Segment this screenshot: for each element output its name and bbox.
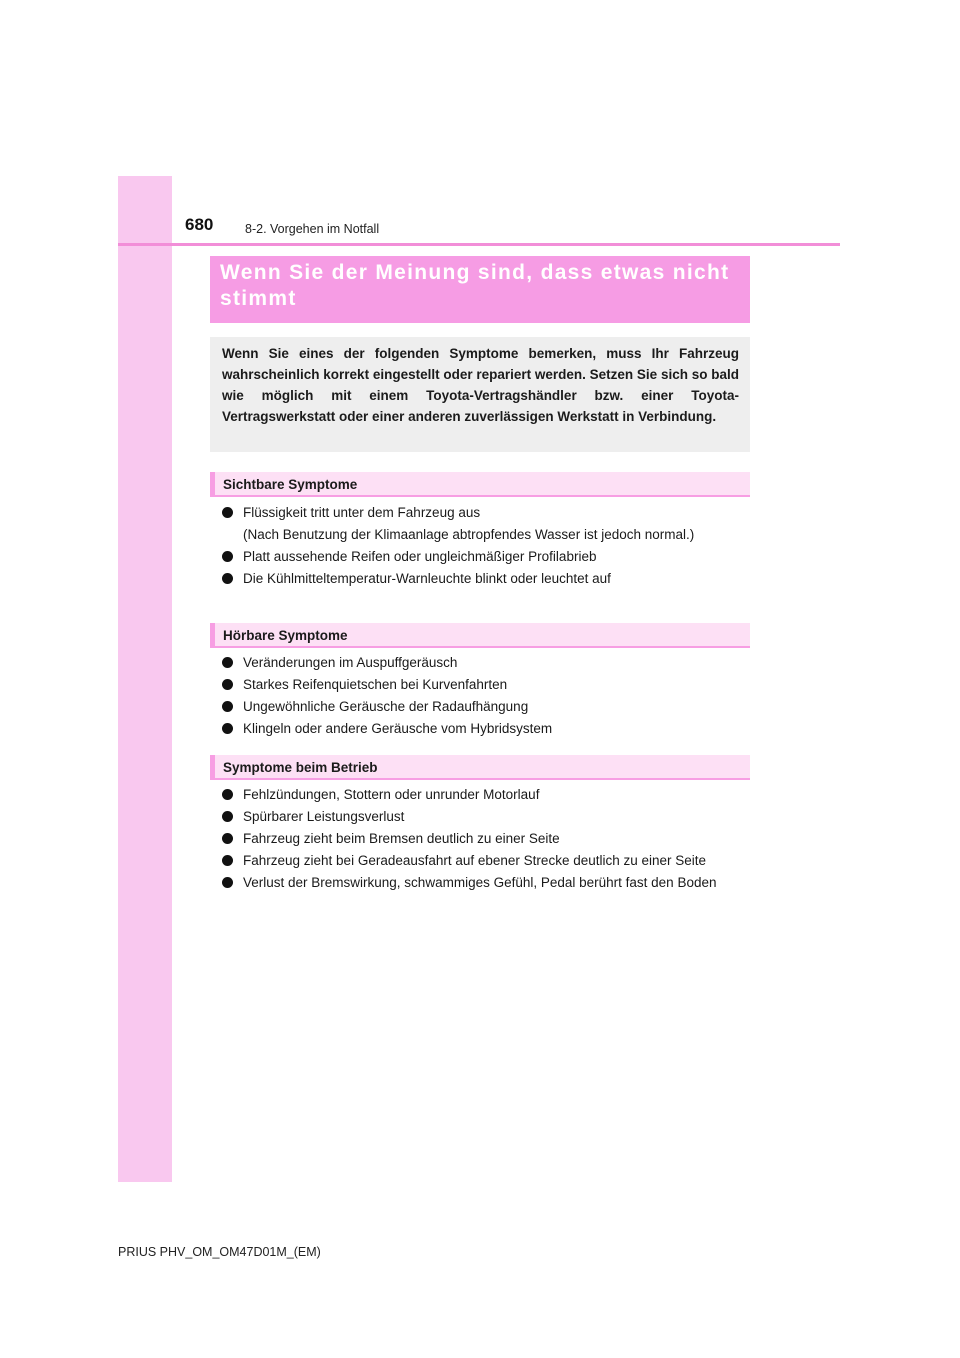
visible-symptoms-list (222, 502, 744, 590)
list-item-text: Klingeln oder andere Geräusche vom Hybridsystem (243, 721, 553, 736)
bullet-icon (222, 789, 233, 800)
chapter-side-strip (118, 176, 172, 1182)
list-item-text: Platt aussehende Reifen oder ungleichmäßiger Profilabrieb (243, 549, 597, 564)
section-heading-operation-symptoms: Symptome beim Betrieb (210, 755, 750, 780)
bullet-icon (222, 573, 233, 584)
bullet-icon (222, 657, 233, 668)
list-item-text: Die Kühlmitteltemperatur-Warnleuchte blinkt oder leuchtet auf (243, 571, 611, 586)
list-item (222, 652, 744, 674)
intro-text: Wenn Sie eines der folgenden Symptome bemerken, muss Ihr Fahrzeug wahrscheinlich korrekt eingestellt oder repariert werden. Setzen Sie sich so bald wie möglich mit einem Toyota-Vertragshändler bzw. einer Toyota-Vertragswerkstatt oder einer anderen zuverlässigen Werkstatt in Verbindung. (210, 337, 750, 452)
bullet-icon (222, 679, 233, 690)
list-item (222, 828, 744, 850)
list-item (222, 718, 744, 740)
list-item-text: Fahrzeug zieht beim Bremsen deutlich zu einer Seite (243, 831, 560, 846)
list-item-text: Ungewöhnliche Geräusche der Radaufhängung (243, 699, 529, 714)
list-item (222, 696, 744, 718)
list-item-text: Fahrzeug zieht bei Geradeausfahrt auf ebener Strecke deutlich zu einer Seite (243, 853, 707, 868)
bullet-icon (222, 723, 233, 734)
bullet-icon (222, 507, 233, 518)
bullet-icon (222, 811, 233, 822)
section-heading-audible-symptoms: Hörbare Symptome (210, 623, 750, 648)
list-item-note: (Nach Benutzung der Klimaanlage abtropfendes Wasser ist jedoch normal.) (243, 527, 695, 542)
list-item-text: Spürbarer Leistungsverlust (243, 809, 405, 824)
list-item-text: Fehlzündungen, Stottern oder unrunder Motorlauf (243, 787, 540, 802)
bullet-icon (222, 833, 233, 844)
list-item (222, 872, 744, 894)
list-item (222, 502, 744, 546)
list-item-text: Verlust der Bremswirkung, schwammiges Gefühl, Pedal berührt fast den Boden (243, 875, 717, 890)
page-number: 680 (185, 215, 214, 234)
bullet-icon (222, 551, 233, 562)
section-heading-visible-symptoms: Sichtbare Symptome (210, 472, 750, 497)
bullet-icon (222, 701, 233, 712)
list-item (222, 568, 744, 590)
list-item (222, 850, 744, 872)
document-code: PRIUS PHV_OM_OM47D01M_(EM) (118, 1245, 321, 1259)
list-item-text: Starkes Reifenquietschen bei Kurvenfahrten (243, 677, 508, 692)
audible-symptoms-list (222, 652, 744, 740)
header-divider (118, 243, 840, 246)
bullet-icon (222, 877, 233, 888)
operation-symptoms-list (222, 784, 744, 894)
page-title: Wenn Sie der Meinung sind, dass etwas nicht stimmt (210, 256, 750, 323)
list-item (222, 806, 744, 828)
list-item-text: Flüssigkeit tritt unter dem Fahrzeug aus (243, 505, 481, 520)
section-reference: 8-2. Vorgehen im Notfall (245, 222, 380, 236)
list-item (222, 546, 744, 568)
bullet-icon (222, 855, 233, 866)
list-item (222, 784, 744, 806)
list-item-text: Veränderungen im Auspuffgeräusch (243, 655, 458, 670)
list-item (222, 674, 744, 696)
